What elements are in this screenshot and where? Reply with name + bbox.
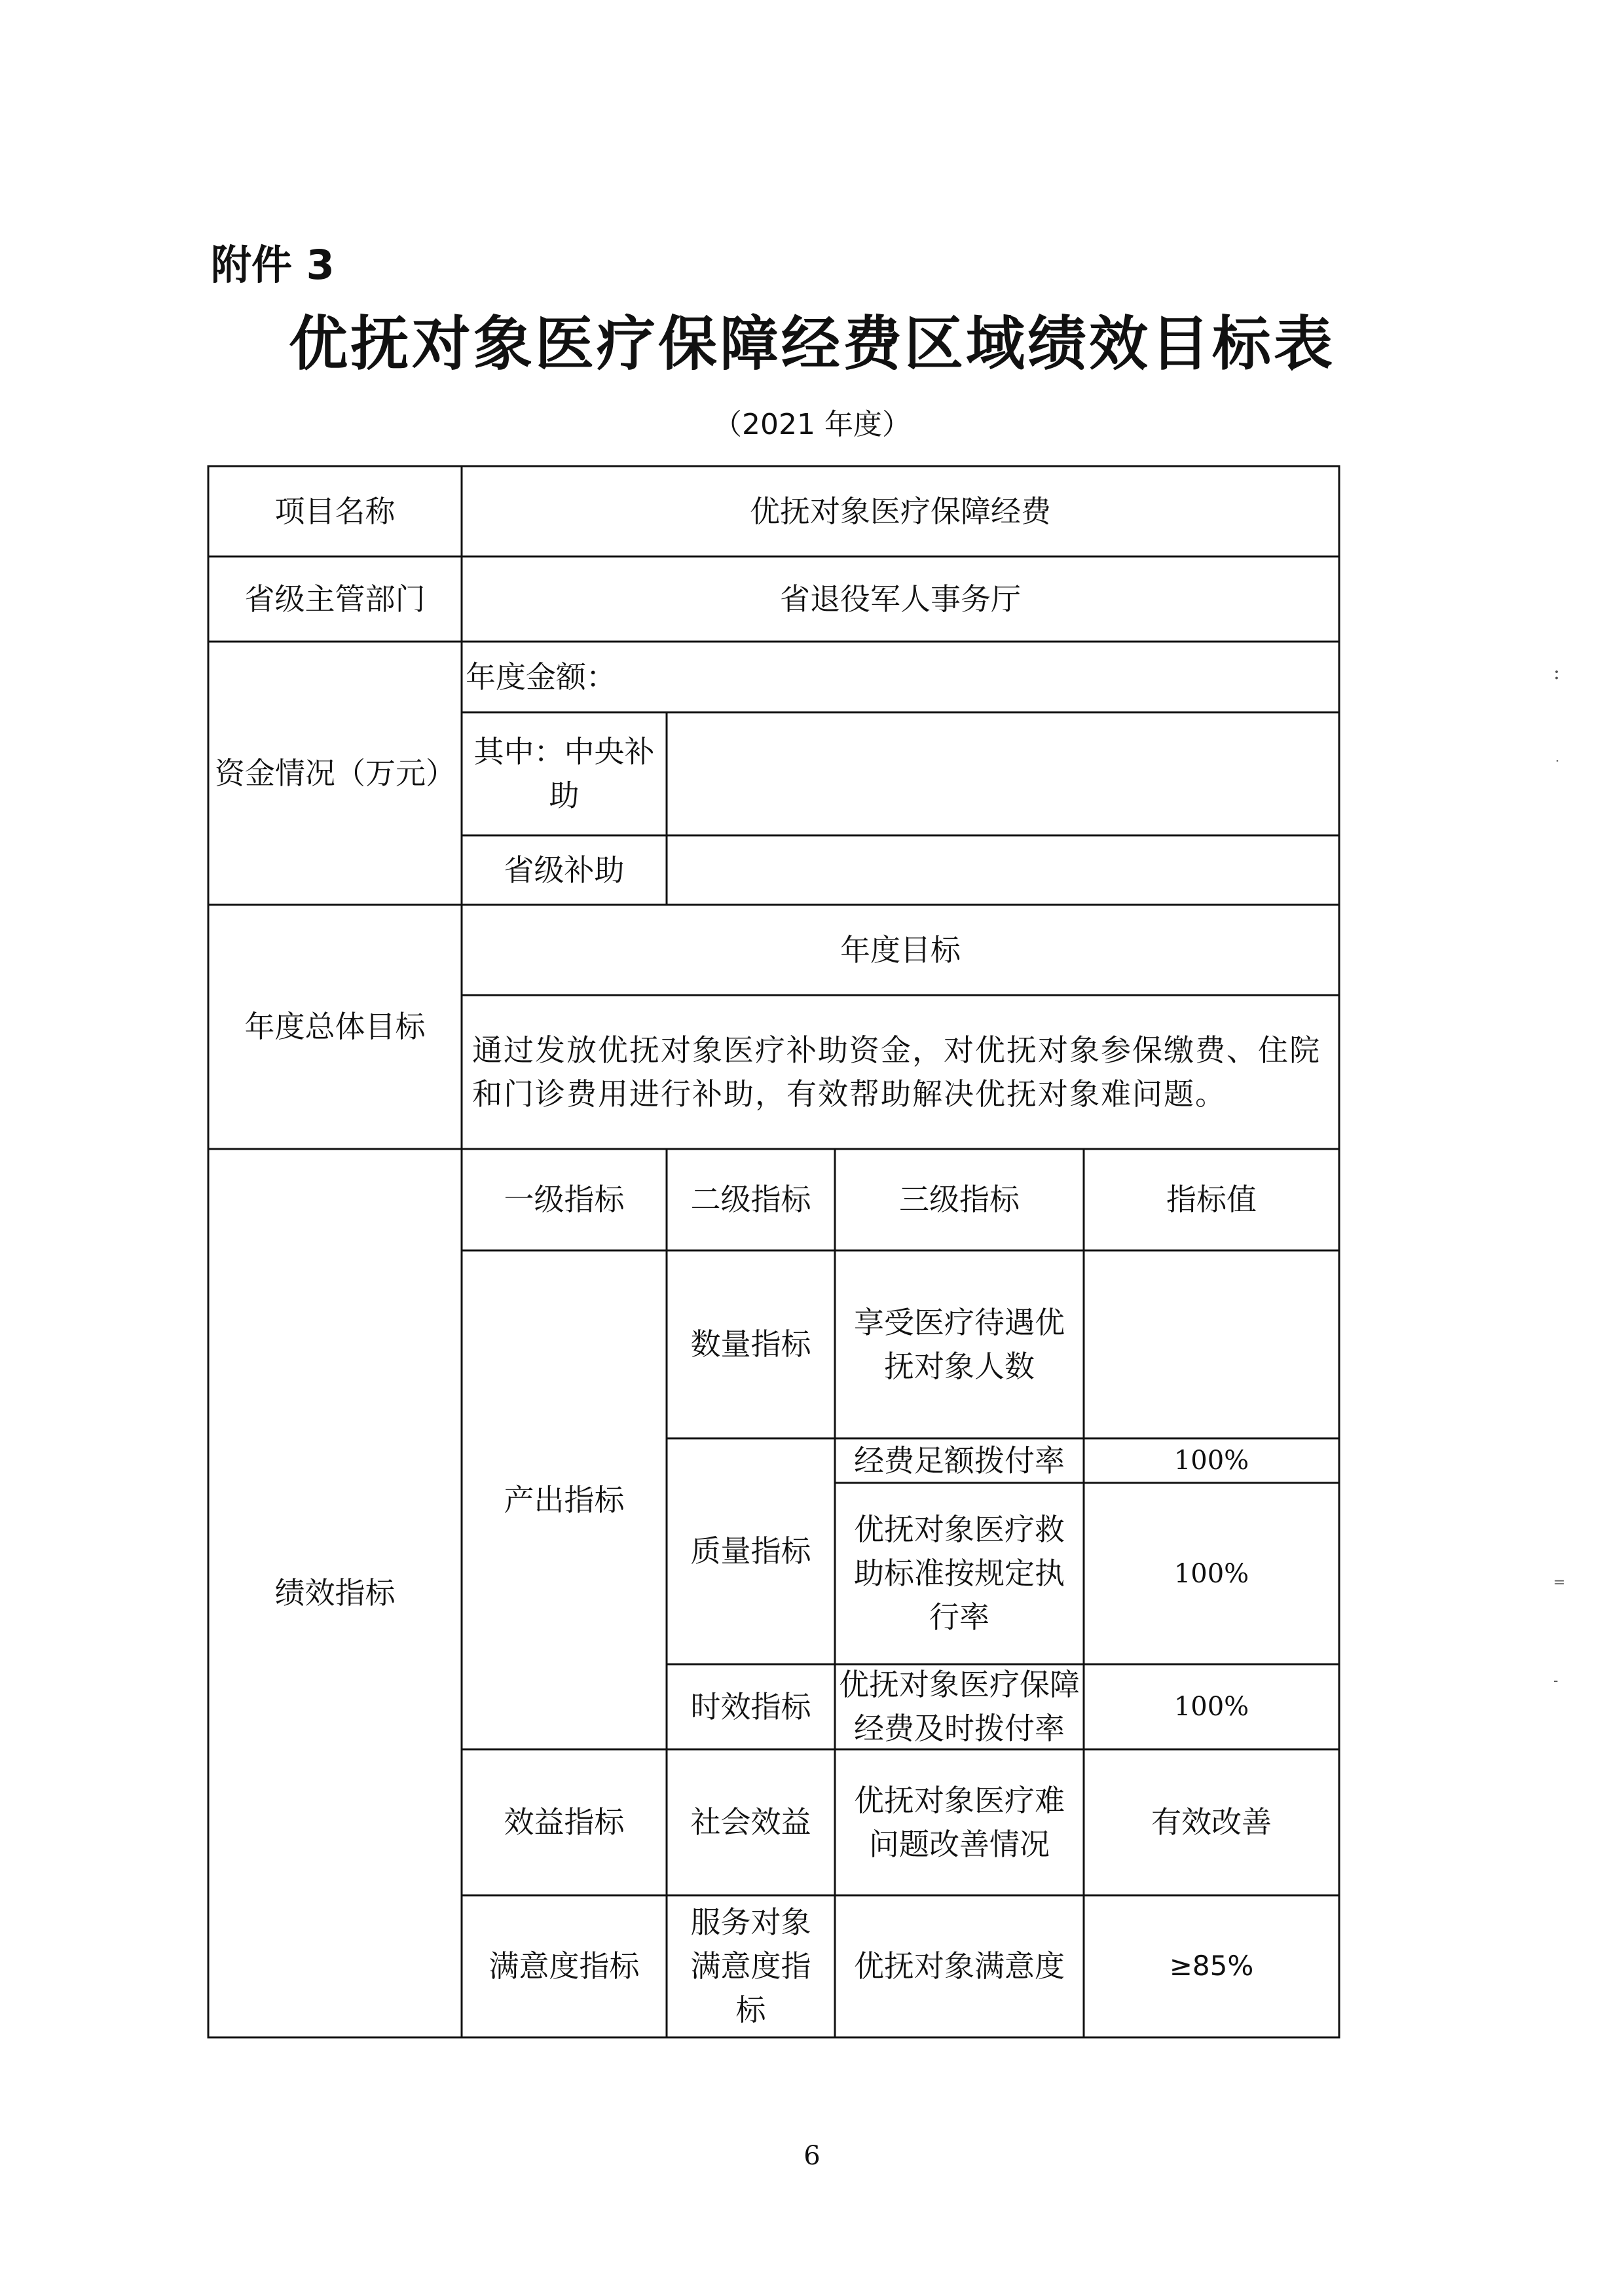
project-name-label: 项目名称 [274,493,396,529]
document-title: 优抚对象医疗保障经费区域绩效目标表 [289,310,1335,378]
indicator-value: ≥85% [1169,1950,1254,1982]
dept-label: 省级主管部门 [244,581,426,617]
provincial-subsidy-label: 省级补助 [504,852,625,888]
indicator-name: 经费足额拨付率 [854,1442,1065,1478]
col-header-value: 指标值 [1166,1182,1257,1218]
scan-speck: - [1553,1673,1559,1689]
indicator-name: 享受医疗待遇优抚对象人数 [854,1304,1065,1384]
indicator-value: 100% [1173,1446,1249,1476]
scan-speck: · [1555,753,1560,769]
project-name-value: 优抚对象医疗保障经费 [750,493,1051,529]
page-number: 6 [803,2141,821,2171]
indicator-name: 优抚对象医疗保障经费及时拨付率 [839,1667,1080,1746]
level1-benefit: 效益指标 [504,1804,625,1840]
indicator-value: 有效改善 [1151,1804,1272,1840]
level2-timeliness: 时效指标 [690,1688,811,1724]
col-header-level3: 三级指标 [899,1182,1020,1218]
scan-speck: = [1553,1575,1566,1591]
funds-label: 资金情况（万元） [215,755,456,791]
indicator-name: 优抚对象医疗救助标准按规定执行率 [854,1512,1065,1635]
central-subsidy-label: 其中：中央补助 [473,734,655,813]
level1-output: 产出指标 [504,1482,625,1518]
indicator-value: 100% [1173,1692,1249,1722]
scan-speck: : [1553,661,1560,684]
indicator-value: 100% [1173,1558,1249,1589]
dept-value: 省退役军人事务厅 [780,581,1021,617]
indicator-value [1084,1250,1339,1438]
year-label: （2021 年度） [713,408,911,441]
annual-goal-header: 年度目标 [840,932,961,968]
level1-satisfaction: 满意度指标 [489,1948,640,1984]
level2-quality: 质量指标 [690,1533,811,1569]
col-header-level1: 一级指标 [504,1182,625,1218]
annual-goal-text: 通过发放优抚对象医疗补助资金，对优抚对象参保缴费、住院和门诊费用进行补助，有效帮助解决优抚对象难问题。 [472,1032,1321,1112]
overall-goal-label: 年度总体目标 [244,1009,426,1045]
level2-social: 社会效益 [690,1804,811,1840]
col-header-level2: 二级指标 [690,1182,811,1218]
attachment-label: 附件 3 [211,241,335,289]
level2-service: 服务对象满意度指标 [690,1904,811,2028]
indicator-name: 优抚对象医疗难问题改善情况 [854,1782,1065,1862]
perf-label: 绩效指标 [274,1575,396,1611]
level2-quantity: 数量指标 [690,1326,811,1362]
annual-amount-label: 年度金额： [466,659,616,695]
indicator-name: 优抚对象满意度 [854,1948,1065,1984]
